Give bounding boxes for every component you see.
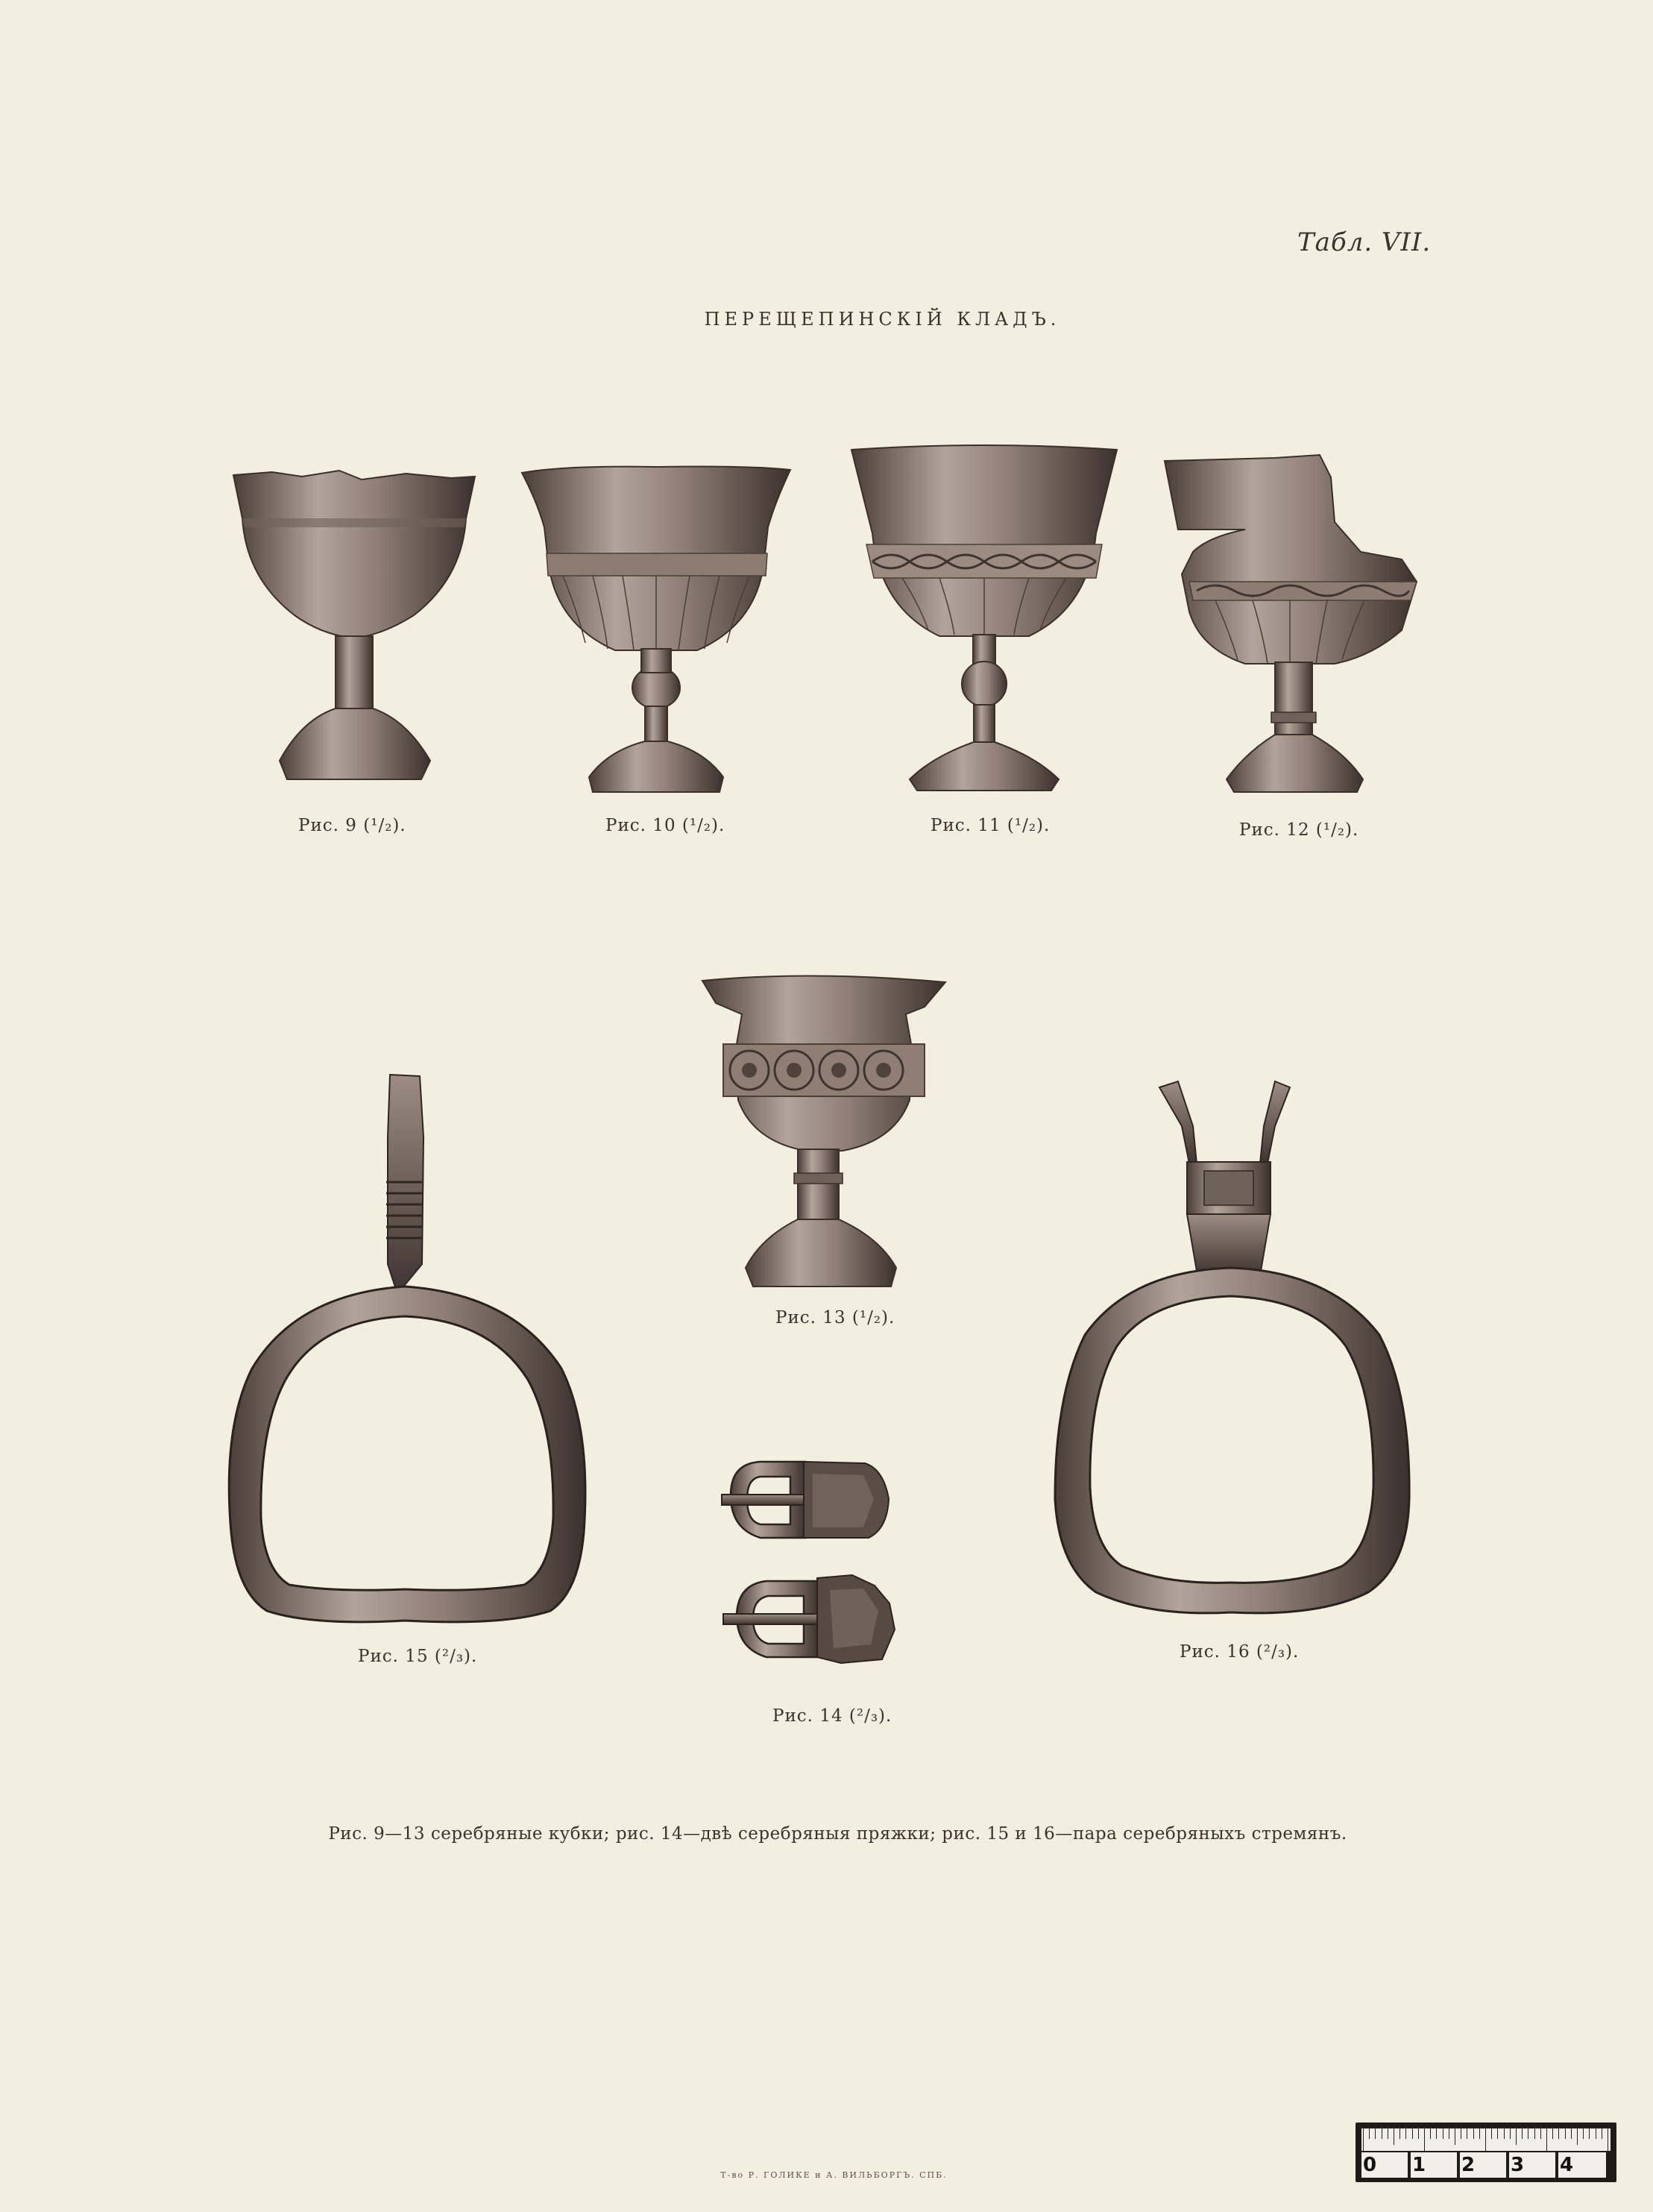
- ruler-tick: [1577, 2128, 1578, 2145]
- page-title: ПЕРЕЩЕПИНСКIЙ КЛАДЪ.: [704, 309, 1061, 330]
- ruler-tick: [1436, 2128, 1437, 2139]
- ruler-tick: [1497, 2128, 1498, 2139]
- ruler-tick: [1534, 2128, 1535, 2139]
- printer-imprint: Т-во Р. ГОЛИКЕ и А. ВИЛЬБОРГЪ. СПБ.: [720, 2170, 948, 2180]
- goblet-fig11-image: [850, 444, 1118, 794]
- stirrup-fig16-image: [1051, 1081, 1413, 1618]
- ruler-tick: [1504, 2128, 1505, 2139]
- ruler-tick: [1424, 2128, 1425, 2151]
- ruler-tick: [1558, 2128, 1559, 2139]
- ruler-tick: [1522, 2128, 1523, 2139]
- stirrup-fig15-image: [222, 1070, 591, 1626]
- caption-fig10: Рис. 10 (¹/₂).: [605, 816, 725, 835]
- ruler-tick: [1405, 2128, 1406, 2139]
- ruler-tick: [1516, 2128, 1517, 2145]
- ruler-tick: [1565, 2128, 1566, 2139]
- ruler-tick: [1510, 2128, 1511, 2139]
- goblet-fig9-image: [227, 466, 481, 794]
- plate-caption: Рис. 9—13 серебряные кубки; рис. 14—двѣ серебряныя пряжки; рис. 15 и 16—пара серебряныхъ стремянъ.: [328, 1824, 1347, 1844]
- ruler-tick: [1363, 2128, 1364, 2151]
- ruler-label-2: 2: [1460, 2152, 1506, 2178]
- ruler-tick: [1369, 2128, 1370, 2139]
- ruler-tick: [1473, 2128, 1474, 2139]
- ruler-tick: [1479, 2128, 1480, 2139]
- ruler-tick: [1589, 2128, 1590, 2139]
- ruler-tick: [1571, 2128, 1572, 2139]
- caption-fig12: Рис. 12 (¹/₂).: [1239, 820, 1359, 840]
- goblet-fig13-image: [701, 973, 947, 1290]
- buckles-fig14-image: [716, 1454, 925, 1693]
- ruler-tick: [1583, 2128, 1584, 2139]
- plate-number: Табл. VII.: [1297, 227, 1432, 257]
- goblet-fig12-image: [1163, 455, 1420, 798]
- ruler-tick: [1540, 2128, 1541, 2139]
- goblet-fig10-image: [518, 464, 794, 796]
- ruler-tick: [1430, 2128, 1431, 2139]
- caption-fig11: Рис. 11 (¹/₂).: [931, 816, 1051, 835]
- caption-fig15: Рис. 15 (²/₃).: [358, 1647, 478, 1666]
- ruler-tick: [1399, 2128, 1400, 2139]
- ruler-label-3: 3: [1509, 2152, 1555, 2178]
- scale-ruler: [1356, 2123, 1616, 2182]
- ruler-tick: [1491, 2128, 1492, 2139]
- caption-fig13: Рис. 13 (¹/₂).: [775, 1308, 895, 1327]
- ruler-tick: [1546, 2128, 1547, 2151]
- ruler-label-1: 1: [1411, 2152, 1457, 2178]
- caption-fig9: Рис. 9 (¹/₂).: [298, 816, 406, 835]
- ruler-tick: [1412, 2128, 1413, 2139]
- ruler-label-4: 4: [1558, 2152, 1606, 2178]
- ruler-tick: [1375, 2128, 1376, 2139]
- ruler-tick: [1485, 2128, 1486, 2151]
- caption-fig16: Рис. 16 (²/₃).: [1180, 1642, 1300, 1662]
- ruler-tick-strip: [1361, 2128, 1611, 2151]
- caption-fig14: Рис. 14 (²/₃).: [772, 1706, 892, 1726]
- ruler-label-0: 0: [1361, 2152, 1408, 2178]
- ruler-tick: [1418, 2128, 1419, 2139]
- ruler-tick: [1552, 2128, 1553, 2139]
